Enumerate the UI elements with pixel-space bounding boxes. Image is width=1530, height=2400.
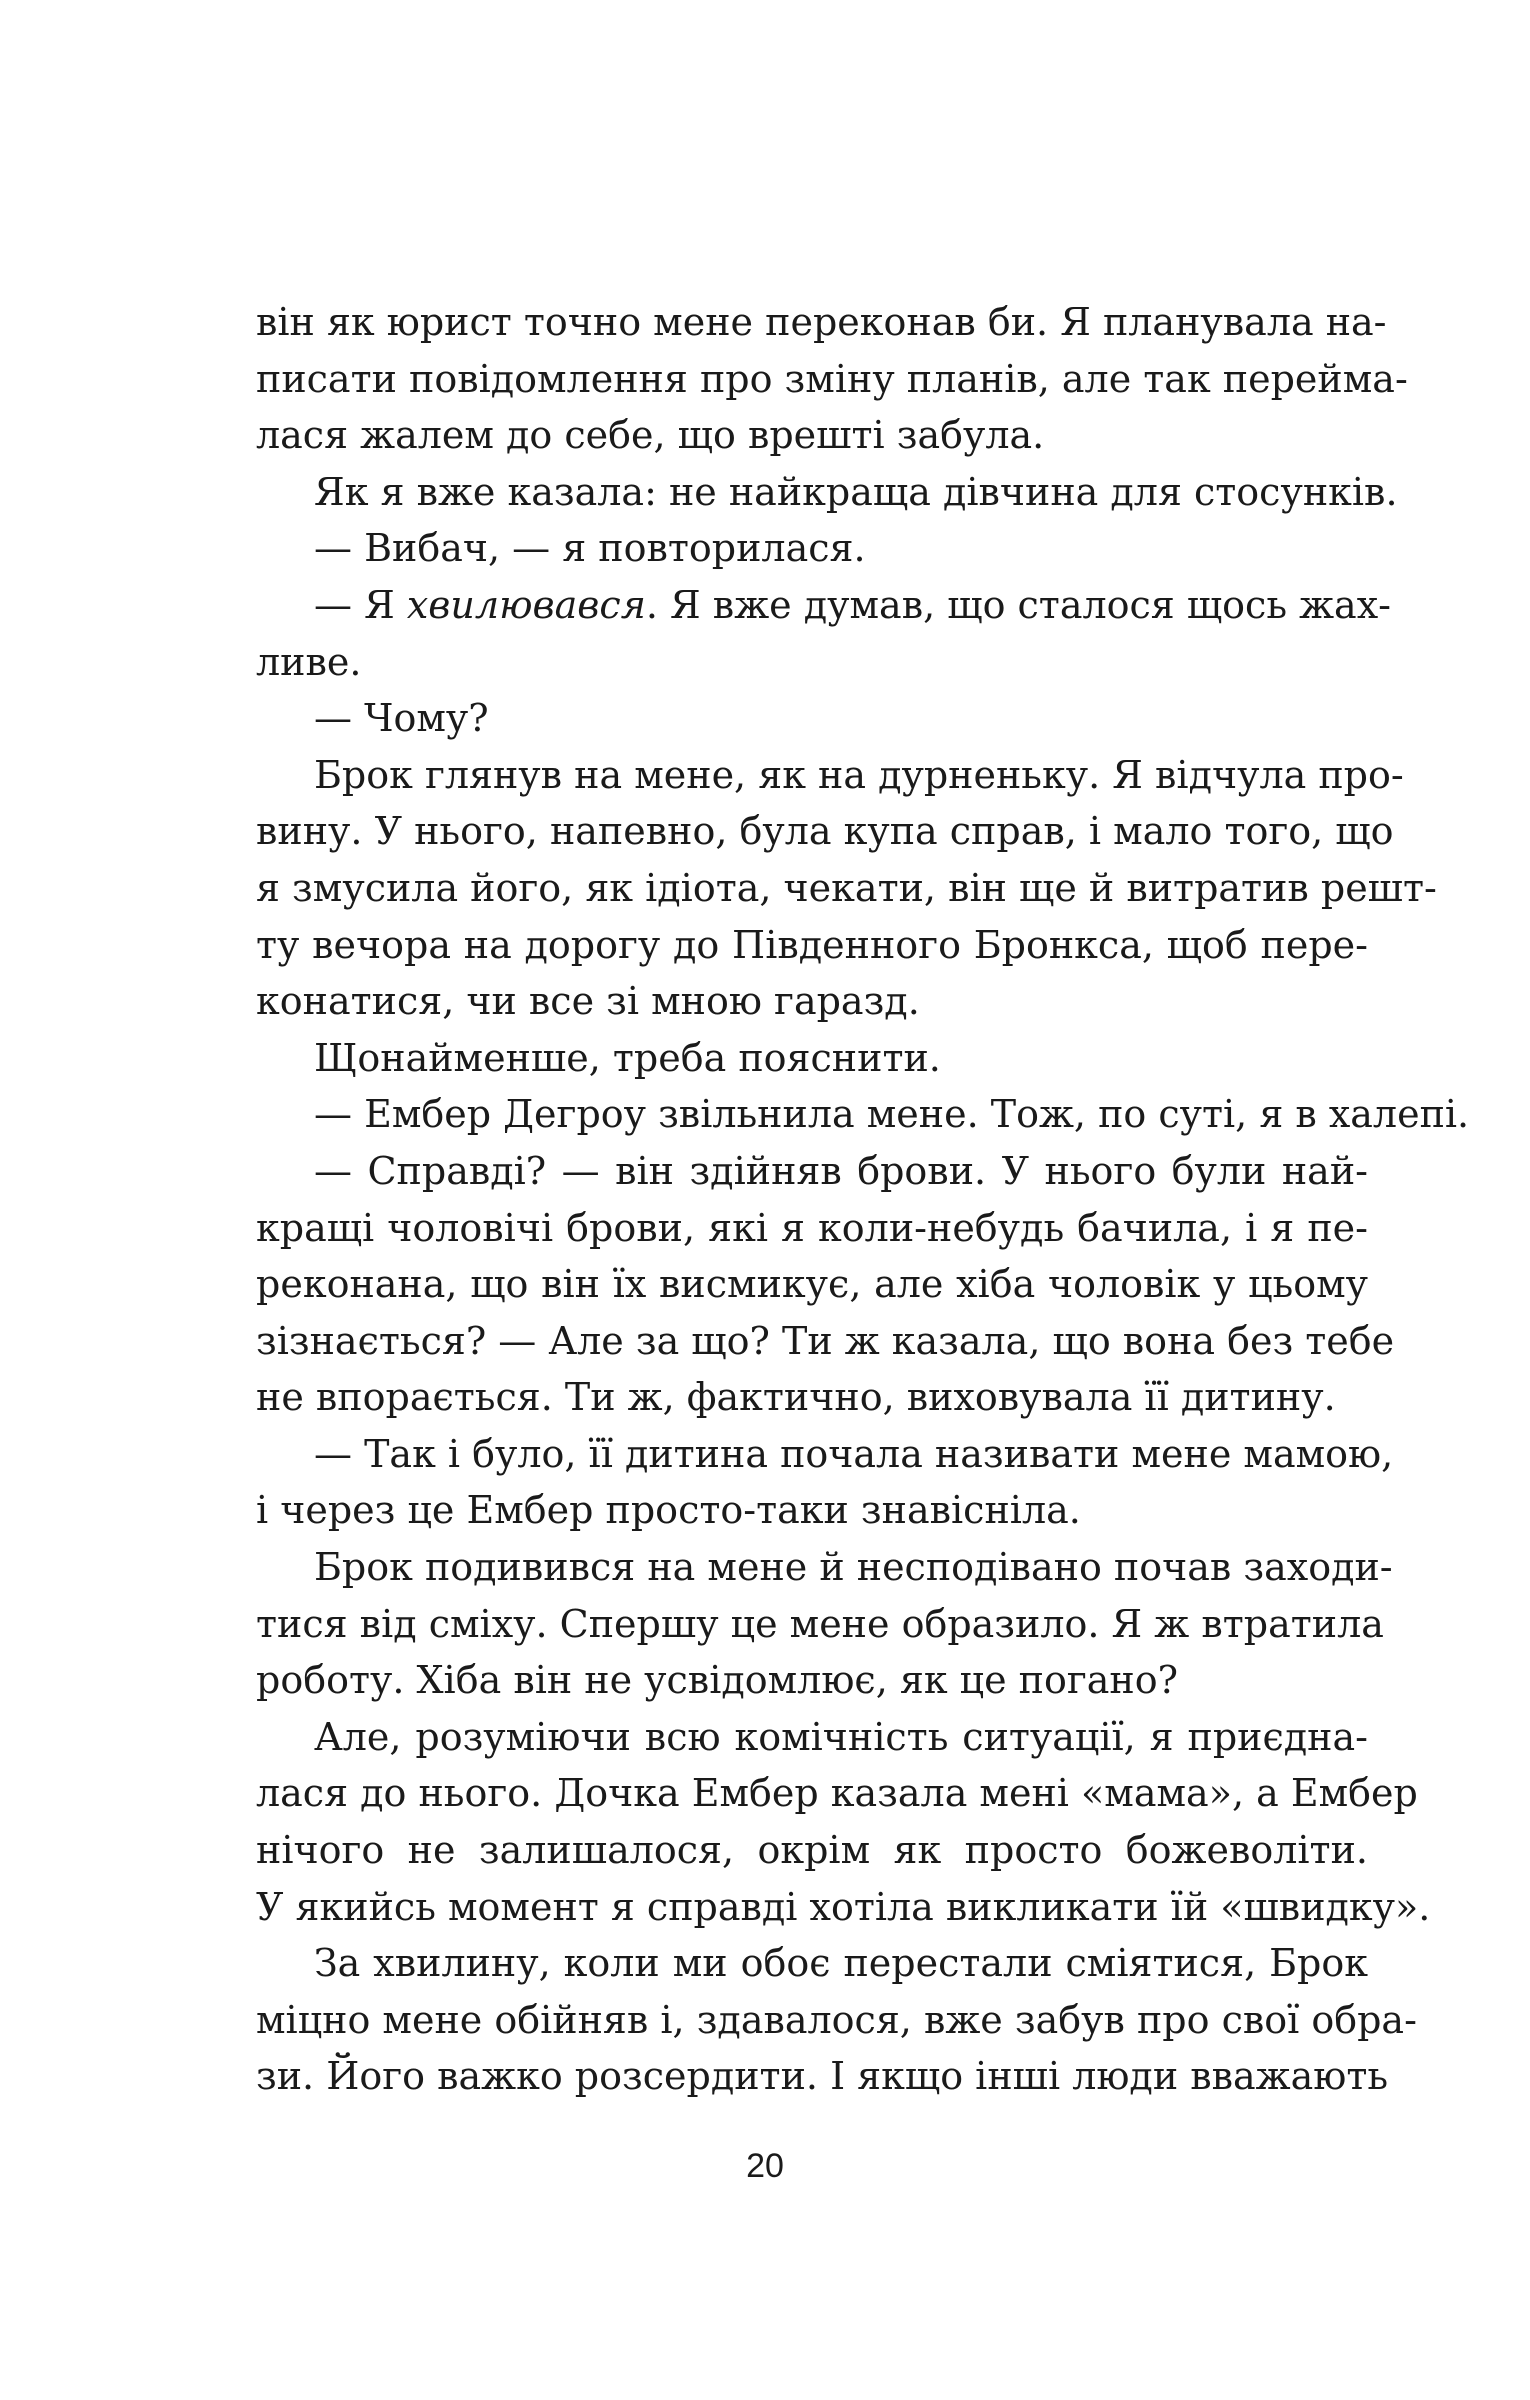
text-line: тися від сміху. Спершу це мене образило. Я ж втратила — [256, 1601, 1384, 1646]
text-line: зи. Його важко розсердити. І якщо інші люди вважають — [256, 2054, 1389, 2099]
text-line: Як я вже казала: не найкраща дівчина для стосунків. — [314, 469, 1398, 514]
text-line: лася до нього. Дочка Ембер казала мені «мама», а Ембер — [256, 1771, 1418, 1816]
text-line: Щонайменше, треба пояснити. — [314, 1035, 941, 1080]
text-line: реконана, що він їх висмикує, але хіба чоловік у цьому — [256, 1262, 1368, 1307]
text-line: За хвилину, коли ми обоє перестали сміятися, Брок — [314, 1941, 1368, 1986]
text-line: зізнається? — Але за що? Ти ж казала, що вона без тебе — [256, 1318, 1395, 1363]
text-line: — Я хвилювався. Я вже думав, що сталося щось жах- — [314, 582, 1391, 627]
text-line: Брок подивився на мене й несподівано почав заходи- — [314, 1545, 1393, 1590]
text-line: — Вибач, — я повторилася. — [314, 526, 866, 571]
page-number: 20 — [746, 2147, 784, 2185]
text-line: У якийсь момент я справді хотіла викликати їй «швидку». — [256, 1884, 1431, 1929]
text-line: — Справді? — він здійняв брови. У нього були най- — [314, 1148, 1368, 1193]
page-body — [256, 294, 1470, 2105]
text-line: я змусила його, як ідіота, чекати, він ще й витратив решт- — [256, 865, 1437, 910]
text-line: лася жалем до себе, що врешті забула. — [256, 413, 1045, 458]
text-line: не впорається. Ти ж, фактично, виховувала її дитину. — [256, 1375, 1336, 1420]
text-line: — Ембер Дегроу звільнила мене. Тож, по суті, я в халепі. — [314, 1092, 1470, 1137]
text-line: вину. У нього, напевно, була купа справ, і мало того, що — [256, 809, 1394, 854]
text-line: Брок глянув на мене, як на дурненьку. Я відчула про- — [314, 752, 1404, 797]
text-line: він як юрист точно мене переконав би. Я планувала на- — [256, 300, 1387, 344]
text-line: кращі чоловічі брови, які я коли-небудь бачила, і я пе- — [256, 1205, 1368, 1250]
text-line: і через це Ембер просто-таки знавісніла. — [256, 1488, 1081, 1533]
text-line: — Чому? — [314, 696, 489, 741]
emphasis: хвилювався — [406, 582, 646, 627]
text-line: ливе. — [256, 639, 362, 684]
text-line: міцно мене обійняв і, здавалося, вже забув про свої обра- — [256, 1997, 1417, 2042]
text-line: нічого не залишалося, окрім як просто божеволіти. — [256, 1828, 1368, 1873]
text-line: писати повідомлення про зміну планів, але так перейма- — [256, 356, 1408, 401]
text-line: конатися, чи все зі мною гаразд. — [256, 979, 920, 1024]
text-line: ту вечора на дорогу до Південного Бронкса, щоб пере- — [256, 922, 1368, 967]
text-line: — Так і було, її дитина почала називати мене мамою, — [314, 1431, 1394, 1476]
text-line: Але, розуміючи всю комічність ситуації, я приєдна- — [314, 1714, 1368, 1759]
text-line: роботу. Хіба він не усвідомлює, як це погано? — [256, 1658, 1179, 1703]
